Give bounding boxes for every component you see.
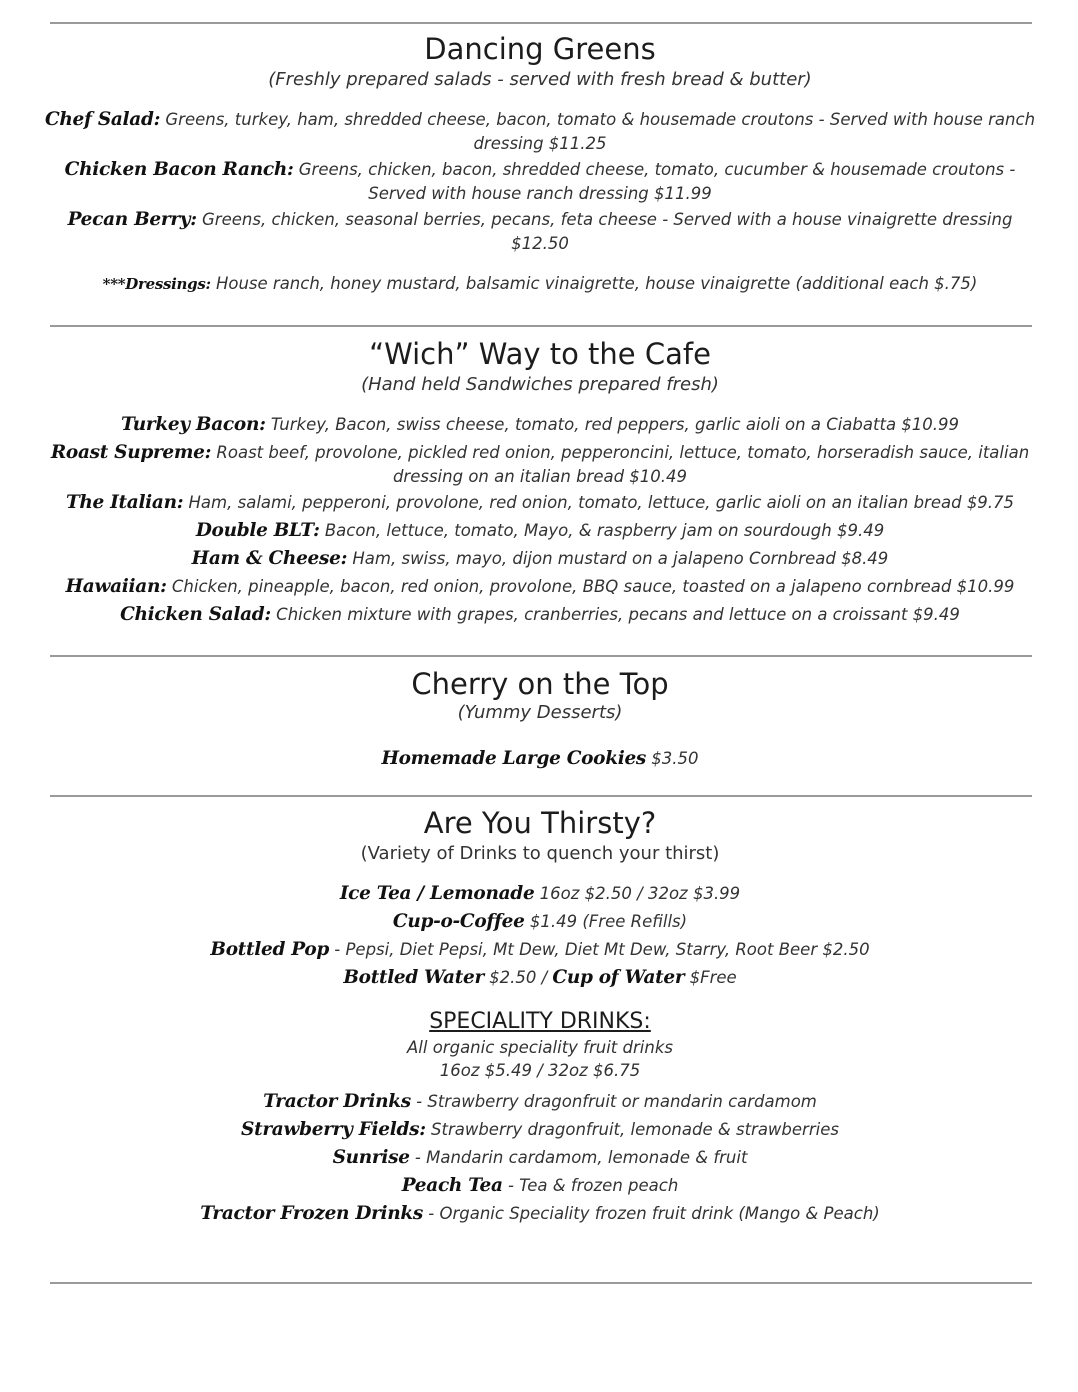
wich-title: “Wich” Way to the Cafe <box>369 337 711 371</box>
menu-item <box>40 910 1040 934</box>
item-desc: Chicken, pineapple, bacon, red onion, provolone, BBQ sauce, toasted on a jalapeno cornbread $10.99 <box>166 577 1015 596</box>
item-name: Roast Supreme: <box>50 442 212 463</box>
item-desc: Greens, chicken, seasonal berries, pecans, feta cheese - Served with a house vinaigrette dressing $12.50 <box>196 210 1013 253</box>
greens-subtitle: (Freshly prepared salads - served with fresh bread & butter) <box>268 69 812 90</box>
item-desc: $1.49 (Free Refills) <box>524 912 688 931</box>
item-name: Cup of Water <box>552 967 685 988</box>
item-desc: - Mandarin cardamom, lemonade & fruit <box>409 1148 748 1167</box>
item-desc: Roast beef, provolone, pickled red onion, pepperoncini, lettuce, tomato, horseradish sauce, italian dressing on an italian bread $10.49 <box>211 443 1030 486</box>
menu-item <box>40 1146 1040 1170</box>
item-desc: Strawberry dragonfruit, lemonade & strawberries <box>425 1120 839 1139</box>
item-name: Tractor Drinks <box>263 1091 411 1112</box>
menu-item <box>40 158 1040 206</box>
speciality-title: SPECIALITY DRINKS: <box>429 1009 651 1034</box>
item-name: Chicken Bacon Ranch: <box>64 159 294 180</box>
item-desc: - Tea & frozen peach <box>502 1176 679 1195</box>
item-name: Cup-o-Coffee <box>392 911 525 932</box>
item-price: $3.50 <box>646 749 699 768</box>
item-name: Homemade Large Cookies <box>381 748 647 769</box>
speciality-line2: 16oz $5.49 / 32oz $6.75 <box>439 1061 641 1080</box>
item-desc: Ham, salami, pepperoni, provolone, red onion, tomato, lettuce, garlic aioli on an italian bread $9.75 <box>183 493 1015 512</box>
item-desc: - Strawberry dragonfruit or mandarin cardamom <box>410 1092 817 1111</box>
divider-top <box>50 22 1032 24</box>
item-name: Bottled Water <box>343 967 484 988</box>
menu-item <box>40 1118 1040 1142</box>
menu-item <box>40 882 1040 906</box>
item-desc: Greens, turkey, ham, shredded cheese, bacon, tomato & housemade croutons - Served with house ranch dressing $11.25 <box>160 110 1036 153</box>
item-name: Hawaiian: <box>65 576 167 597</box>
greens-section <box>40 32 1040 296</box>
menu-item <box>40 575 1040 599</box>
item-name: Ice Tea / Lemonade <box>339 883 535 904</box>
item-desc: - Pepsi, Diet Pepsi, Mt Dew, Diet Mt Dew, Starry, Root Beer $2.50 <box>329 940 870 959</box>
divider <box>50 795 1032 797</box>
menu-item <box>40 519 1040 543</box>
wich-section <box>40 337 1040 627</box>
dressings-label: ***Dressings: <box>102 275 211 293</box>
thirsty-title: Are You Thirsty? <box>423 806 657 840</box>
menu-item <box>40 1202 1040 1226</box>
item-name: Chef Salad: <box>44 109 161 130</box>
item-name: Bottled Pop <box>210 939 330 960</box>
item-desc: Turkey, Bacon, swiss cheese, tomato, red peppers, garlic aioli on a Ciabatta $10.99 <box>265 415 960 434</box>
menu-item <box>40 108 1040 156</box>
item-name: Pecan Berry: <box>67 209 197 230</box>
divider <box>50 325 1032 327</box>
menu-item <box>40 208 1040 256</box>
speciality-line1: All organic speciality fruit drinks <box>407 1038 673 1057</box>
item-desc: Chicken mixture with grapes, cranberries, pecans and lettuce on a croissant $9.49 <box>270 605 960 624</box>
item-desc: Ham, swiss, mayo, dijon mustard on a jalapeno Cornbread $8.49 <box>347 549 889 568</box>
thirsty-subtitle: (Variety of Drinks to quench your thirst) <box>360 843 720 864</box>
item-name: Chicken Salad: <box>120 604 271 625</box>
dressings-line <box>40 272 1040 296</box>
item-desc: $Free <box>684 968 737 987</box>
wich-subtitle: (Hand held Sandwiches prepared fresh) <box>361 374 719 395</box>
greens-title: Dancing Greens <box>424 32 656 66</box>
menu-item <box>40 441 1040 489</box>
cherry-subtitle: (Yummy Desserts) <box>457 702 623 723</box>
item-name: Strawberry Fields: <box>241 1119 426 1140</box>
item-name: The Italian: <box>65 492 184 513</box>
item-name: Turkey Bacon: <box>120 414 266 435</box>
item-desc: Bacon, lettuce, tomato, Mayo, & raspberry jam on sourdough $9.49 <box>319 521 885 540</box>
item-desc: $2.50 / <box>483 968 553 987</box>
cherry-section <box>40 667 1040 771</box>
item-name: Peach Tea <box>401 1175 503 1196</box>
item-name: Ham & Cheese: <box>191 548 348 569</box>
divider <box>50 655 1032 657</box>
dressings-text: House ranch, honey mustard, balsamic vinaigrette, house vinaigrette (additional each $.75) <box>210 274 978 293</box>
item-desc: Greens, chicken, bacon, shredded cheese, tomato, cucumber & housemade croutons - Served with house ranch dressing $11.99 <box>293 160 1016 203</box>
menu-item <box>40 547 1040 571</box>
item-name: Sunrise <box>332 1147 410 1168</box>
menu-item <box>40 747 1040 771</box>
menu-item <box>40 938 1040 962</box>
item-name: Double BLT: <box>195 520 320 541</box>
menu-item <box>40 603 1040 627</box>
cherry-title: Cherry on the Top <box>411 667 669 701</box>
menu-item <box>40 413 1040 437</box>
menu-item <box>40 1090 1040 1114</box>
menu-item <box>40 966 1040 990</box>
menu-item <box>40 1174 1040 1198</box>
item-desc: 16oz $2.50 / 32oz $3.99 <box>534 884 741 903</box>
item-desc: - Organic Speciality frozen fruit drink (Mango & Peach) <box>423 1204 880 1223</box>
thirsty-section <box>40 806 1040 1226</box>
menu-item <box>40 491 1040 515</box>
item-name: Tractor Frozen Drinks <box>200 1203 424 1224</box>
divider-bottom <box>50 1282 1032 1284</box>
